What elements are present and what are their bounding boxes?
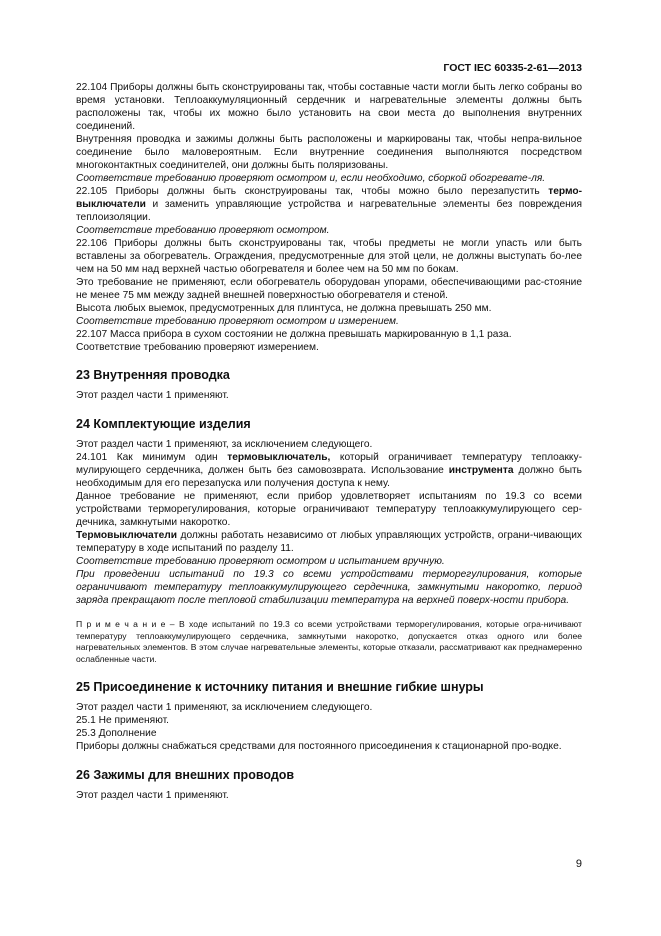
paragraph-22-105: 22.105 Приборы должны быть сконструированы так, чтобы можно было перезапустить термо-выключатели и заменить управляющие устройства и нагревательные элементы без повреждения теплоизоляции. [76, 186, 582, 223]
page-number: 9 [575, 858, 582, 870]
paragraph-exception-stops: Это требование не применяют, если обогреватель оборудован упорами, обеспечивающими рас-стояние не менее 75 мм между задней внешней поверхностью обогревателя и стеной. [76, 277, 582, 301]
paragraph-compliance-assembly: Соответствие требованию проверяют осмотром и, если необходимо, сборкой обогревате-ля. [76, 173, 546, 184]
paragraph-25-fixed-wiring: Приборы должны снабжаться средствами для постоянного присоединения к стационарной про-водке. [76, 741, 562, 752]
section-23-title: 23 Внутренняя проводка [76, 368, 230, 382]
standard-header: ГОСТ IEC 60335-2-61—2013 [443, 62, 582, 74]
paragraph-24-101: 24.101 Как минимум один термовыключатель, который ограничивает температуру теплоакку-мулирующего сердечника, должен быть без самовозврата. Использование инструмента должно быть необходимым для его перезапуска или получения доступа к нему. [76, 452, 582, 489]
note-24: П р и м е ч а н и е – В ходе испытаний по 19.3 со всеми устройствами терморегулирования, которые огра-ничивают температуру теплоаккумулирующего сердечника, замкнутыми накоротко, допускается отказ одного или более нагревательных элементов. В этом случае нагревательные элементы, которые отказали, рассматривают как преднамеренно ослабленные части. [76, 619, 582, 664]
section-26-title: 26 Зажимы для внешних проводов [76, 768, 295, 782]
paragraph-compliance-measure: Соответствие требованию проверяют измерением. [76, 342, 319, 353]
section-24-title: 24 Комплектующие изделия [76, 417, 251, 431]
paragraph-25-3: 25.3 Дополнение [76, 728, 157, 739]
section-24-intro: Этот раздел части 1 применяют, за исключением следующего. [76, 439, 373, 450]
paragraph-24-thermal-cutouts: Термовыключатели должны работать независимо от любых управляющих устройств, ограни-чивающих температуру в ходе испытаний по разделу 11. [76, 530, 582, 554]
paragraph-24-compliance: Соответствие требованию проверяют осмотром и испытанием вручную. [76, 556, 445, 567]
section-26-text: Этот раздел части 1 применяют. [76, 790, 229, 801]
paragraph-22-106: 22.106 Приборы должны быть сконструированы так, чтобы предметы не могли упасть или быть вставлены за обогреватель. Ограждения, предусмотренные для этой цели, не должны выступать бо-лее чем на 50 мм над верхней частью обогревателя и более чем на 50 мм по бокам. [76, 238, 582, 275]
section-25-intro: Этот раздел части 1 применяют, за исключением следующего. [76, 702, 373, 713]
paragraph-recess-height: Высота любых выемок, предусмотренных для плинтуса, не должна превышать 250 мм. [76, 303, 492, 314]
paragraph-wiring: Внутренняя проводка и зажимы должны быть расположены и маркированы так, чтобы непра-вильное соединение было маловероятным. Если внутренние соединения выполняются посредством многоконтактных соединителей, они должны быть поляризованы. [76, 134, 582, 171]
paragraph-compliance-inspection: Соответствие требованию проверяют осмотром. [76, 225, 330, 236]
paragraph-22-104: 22.104 Приборы должны быть сконструированы так, чтобы составные части могли быть легко собраны во время установки. Теплоаккумуляционный сердечник и нагревательные элементы должны быть расположены так, чтобы их можно было установить на свои места до выполнения внутренних соединений. [76, 82, 582, 132]
paragraph-22-107: 22.107 Масса прибора в сухом состоянии не должна превышать маркированную в 1,1 раза. [76, 329, 512, 340]
document-page [76, 62, 582, 922]
paragraph-24-exception: Данное требование не применяют, если прибор удовлетворяет испытаниям по 19.3 со всеми устройствами терморегулирования, которые ограничивают температуру теплоаккумулирующего сер-дечника, замкнутыми накоротко. [76, 491, 582, 528]
paragraph-25-1: 25.1 Не применяют. [76, 715, 169, 726]
paragraph-compliance-measurement: Соответствие требованию проверяют осмотром и измерением. [76, 316, 399, 327]
section-23-text: Этот раздел части 1 применяют. [76, 390, 229, 401]
paragraph-24-test: При проведении испытаний по 19.3 со всеми устройствами терморегулирования, которые ограничивают температуру теплоаккумулирующего сердечника, замкнутыми накоротко, период заряда прекращают после тепловой стабилизации температура на верхней поверх-ности прибора. [76, 569, 582, 606]
section-25-title: 25 Присоединение к источнику питания и внешние гибкие шнуры [76, 680, 484, 694]
